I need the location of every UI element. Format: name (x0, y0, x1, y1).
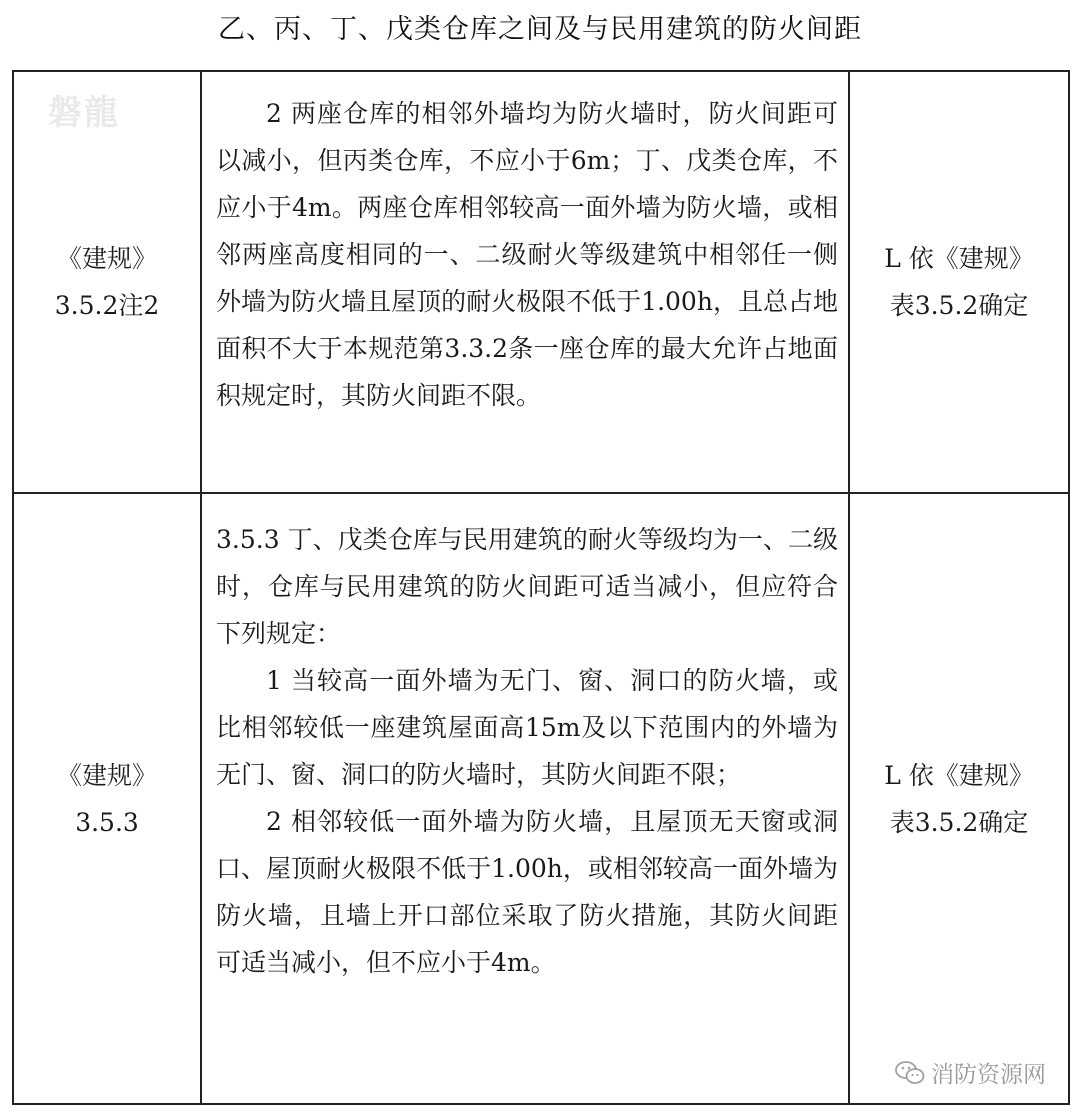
reference-line: 《建规》 (56, 760, 157, 790)
note-line: L 依《建规》 (884, 244, 1034, 273)
note-line: L 依《建规》 (884, 760, 1034, 790)
clause-paragraph: 1 当较高一面外墙为无门、窗、洞口的防火墙，或比相邻较低一座建筑屋面高15m及以下范围内的外墙为无门、窗、洞口的防火墙时，其防火间距不限； (216, 666, 838, 789)
clause-paragraph: 2 相邻较低一面外墙为防火墙，且屋顶无天窗或洞口、屋顶耐火极限不低于1.00h，或相邻较高一面外墙为防火墙，且墙上开口部位采取了防火措施，其防火间距可适当减小，但不应小于4m。 (216, 807, 838, 977)
brand-watermark (895, 1056, 1046, 1089)
note-line: 表3.5.2确定 (889, 807, 1029, 837)
note-line: 表3.5.2确定 (889, 291, 1029, 320)
row-2-note (850, 494, 1068, 1103)
row-1-reference (14, 72, 200, 492)
clause-paragraph: 3.5.3 丁、戊类仓库与民用建筑的耐火等级均为一、二级时，仓库与民用建筑的防火间距可适当减小，但应符合下列规定： (216, 525, 838, 648)
row-1-content (202, 90, 848, 490)
reference-line: 《建规》 (56, 244, 157, 273)
clause-paragraph: 2 两座仓库的相邻外墙均为防火墙时，防火间距可以减小，但丙类仓库，不应小于6m；丁、戊类仓库，不应小于4m。两座仓库相邻较高一面外墙为防火墙，或相邻两座高度相同的一、二级耐火等级建筑中相邻任一侧外墙为防火墙且屋顶的耐火极限不低于1.00h，且总占地面积不大于本规范第3.3.2条一座仓库的最大允许占地面积规定时，其防火间距不限。 (216, 99, 838, 410)
row-2-content (202, 516, 848, 1101)
row-1-note (850, 72, 1068, 492)
page-title: 乙、丙、丁、戊类仓库之间及与民用建筑的防火间距 (218, 14, 862, 45)
reference-line: 3.5.2注2 (54, 291, 160, 320)
watermark-logo: 磐龍 (48, 93, 120, 133)
wechat-icon (895, 1060, 925, 1086)
reference-line: 3.5.3 (75, 807, 139, 837)
regulation-table (12, 70, 1070, 1105)
row-2-reference (14, 494, 200, 1103)
brand-name: 消防资源网 (931, 1062, 1046, 1088)
